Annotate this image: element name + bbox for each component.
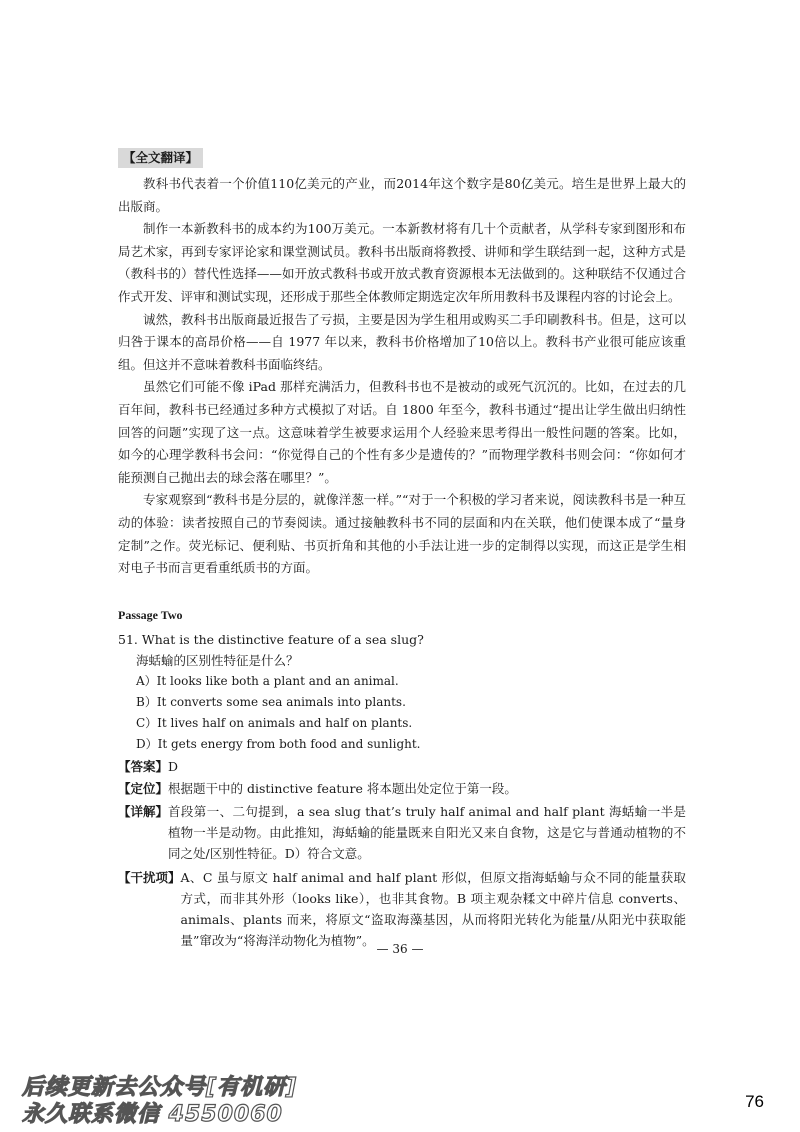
answer-value: D [168,759,179,775]
option-b: B）It converts some sea animals into plants. [136,695,406,710]
distractor-label: 【干扰项】 [118,870,181,886]
translation-paragraph: 虽然它们可能不像 iPad 那样充满活力，但教科书也不是被动的或死气沉沉的。比如，在过去的几百年间，教科书已经通过多种方式模拟了对话。自 1800 年至今，教科书通过“提出让学生做出归纳性回答的问题”实现了这一点。这意味着学生被要求运用个人经验来思考得出一般性问题的答案。比如，如今的心理学教科书会问：“你觉得自己的个性有多少是遗传的？”而物理学教科书则会问：“你如何才能预测自己抛出去的球会落在哪里？”。 [118,379,686,485]
detail-row [118,801,686,864]
content-column [118,148,686,951]
translation-section [118,148,686,580]
watermark-line-1: 后续更新去公众号[有机研] [22,1075,298,1100]
translation-paragraph: 制作一本新教科书的成本约为100万美元。一本新教材将有几十个贡献者，从学科专家到图形和布局艺术家，再到专家评论家和课堂测试员。教科书出版商将教授、讲师和学生联结到一起，这种方式是（教科书的）替代性选择——如开放式教科书或开放式教育资源根本无法做到的。这种联结不仅通过合作式开发、评审和测试实现，还形成于那些全体教师定期选定次年所用教科书及课程内容的讨论会上。 [118,221,686,304]
question-translation: 海蛞蝓的区别性特征是什么？ [136,653,299,669]
watermark [22,1074,297,1128]
translation-paragraph: 诚然，教科书出版商最近报告了亏损，主要是因为学生租用或购买二手印刷教科书。但是，这可以归咎于课本的高昂价格——自 1977 年以来，教科书价格增加了10倍以上。教科书产业很可能应该重组。但这并不意味着教科书面临终结。 [118,311,686,372]
locate-text: 根据题干中的 distinctive feature 将本题出处定位于第一段。 [168,781,517,797]
locate-label: 【定位】 [118,781,169,797]
distractor-row [118,867,686,951]
answer-row [118,756,686,778]
locate-row [118,778,686,800]
translation-tag: 【全文翻译】 [118,148,203,168]
watermark-line-2: 永久联系微信 4550060 [22,1102,283,1127]
translation-paragraph: 教科书代表着一个价值110亿美元的产业，而2014年这个数字是80亿美元。培生是世界上最大的出版商。 [118,176,686,214]
page-number-center: — 36 — [376,942,424,956]
question-text: 51. What is the distinctive feature of a sea slug? [118,631,424,647]
translation-paragraph: 专家观察到“教科书是分层的，就像洋葱一样。”“对于一个积极的学习者来说，阅读教科书是一种互动的体验：读者按照自己的节奏阅读。通过接触教科书不同的层面和内在关联，他们使课本成了“量身定制”之作。荧光标记、便利贴、书页折角和其他的小手法让进一步的定制得以实现，而这正是学生相对电子书而言更看重纸质书的方面。 [118,492,686,576]
page-number-corner: 76 [745,1092,764,1111]
answer-label: 【答案】 [118,759,169,775]
question-block [118,630,686,756]
option-c: C）It lives half on animals and half on plants. [136,716,413,731]
detail-label: 【详解】 [118,804,169,820]
passage-title: Passage Two [118,607,183,622]
option-a: A）It looks like both a plant and an animal. [136,674,399,689]
option-d: D）It gets energy from both food and sunlight. [136,737,421,752]
distractor-text: A、C 虽与原文 half animal and half plant 形似，但原文指海蛞蝓与众不同的能量获取方式，而非其外形（looks like），也非其食物。B 项主观杂糅文中碎片信息 converts、animals、plants 而来，将原文“盗取海藻基因，从而将阳光转化为能量/从阳光中获取能量”窜改为“将海洋动物化为植物”。 [180,870,686,949]
detail-text: 首段第一、二句提到，a sea slug that’s truly half animal and half plant 海蛞蝓一半是植物一半是动物。由此推知，海蛞蝓的能量既来自阳光又来自食物，这是它与普通动植物的不同之处/区别性特征。D）符合文意。 [168,804,686,862]
explanation-block [118,756,686,951]
